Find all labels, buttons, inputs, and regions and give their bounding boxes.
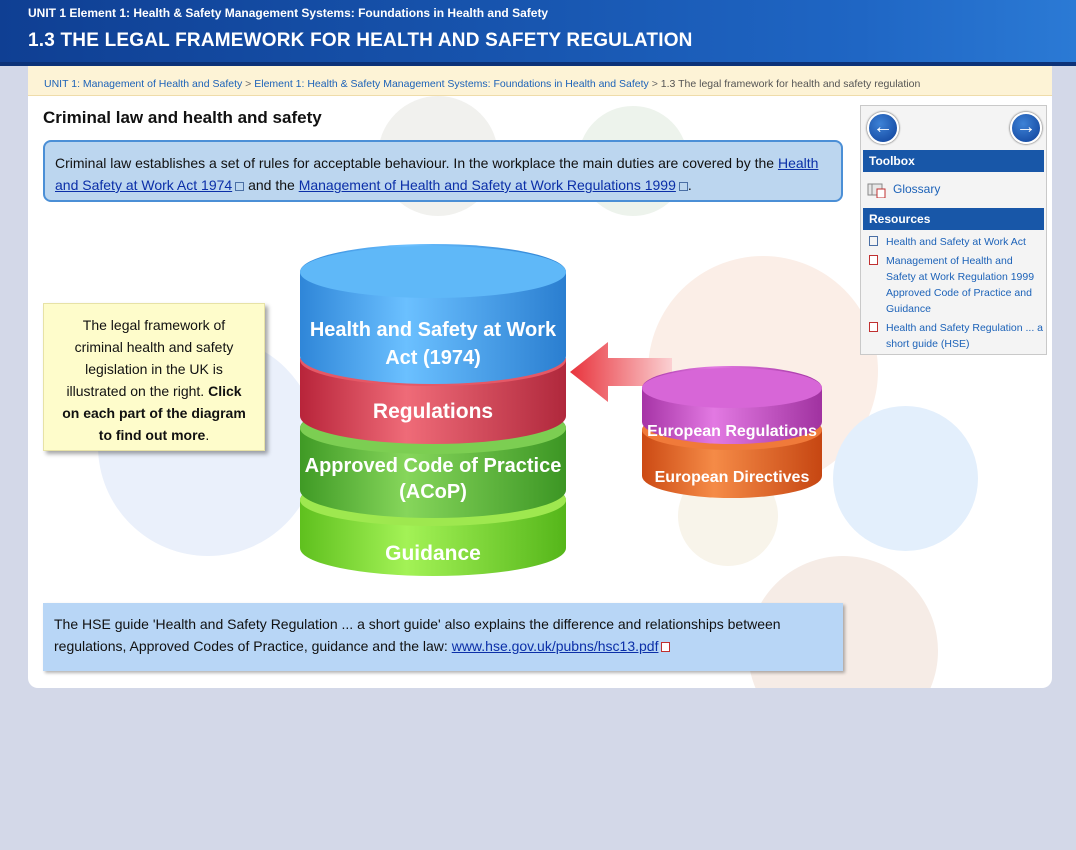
next-page-button[interactable]: [1010, 112, 1042, 144]
hswa-label-line2: Act (1974): [385, 347, 481, 369]
note-text: The legal framework of criminal health and safety legislation in the UK is illustrated on the right.: [66, 317, 234, 399]
external-link-icon: [235, 182, 244, 191]
resource-label: Management of Health and Safety at Work Regulation 1999 Approved Code of Practice and Guidance: [886, 255, 1035, 315]
regulations-label: Regulations: [372, 400, 494, 423]
previous-page-button[interactable]: [867, 112, 899, 144]
external-link-icon: [869, 236, 878, 246]
toolbox-heading: Toolbox: [863, 150, 1044, 172]
resource-hswa-link[interactable]: [867, 234, 1045, 250]
resources-list: [867, 234, 1045, 355]
page-header: [0, 0, 1076, 66]
hse-guide-text: The HSE guide 'Health and Safety Regulation ... a short guide' also explains the difference and relationships between regulations, Approved Codes of Practice, guidance and the law:: [54, 616, 781, 654]
hswa-layer[interactable]: [300, 244, 566, 384]
intro-text: Criminal law establishes a set of rules for acceptable behaviour. In the workplace the main duties are covered by the: [55, 155, 775, 171]
breadcrumb-current: 1.3 The legal framework for health and safety regulation: [660, 78, 921, 90]
hswa-label-line1: Health and Safety at Work: [309, 319, 557, 341]
hse-guide-link[interactable]: www.hse.gov.uk/pubns/hsc13.pdf: [451, 638, 659, 654]
sidebar-panel: [860, 105, 1047, 355]
glossary-link[interactable]: [867, 180, 940, 198]
resources-heading: Resources: [863, 208, 1044, 230]
breadcrumb: [28, 66, 1052, 96]
resource-mhswr-acop-link[interactable]: [867, 253, 1045, 317]
note-tail: .: [205, 427, 210, 443]
legal-framework-diagram: [290, 232, 830, 584]
instruction-note: [43, 303, 265, 451]
unit-subtitle: UNIT 1 Element 1: Health & Safety Management Systems: Foundations in Health and Safety: [28, 6, 549, 20]
intro-text-middle: and the: [248, 177, 295, 193]
acop-label-line1: Approved Code of Practice: [304, 455, 562, 477]
resource-hse-guide-link[interactable]: [867, 320, 1045, 352]
glossary-label: Glossary: [893, 182, 941, 196]
pdf-icon: [869, 322, 878, 332]
guidance-label: Guidance: [385, 542, 481, 565]
arrow-left-icon: ←: [873, 116, 893, 138]
arrow-right-icon: →: [1016, 116, 1036, 138]
page-title: Criminal law and health and safety: [43, 108, 322, 127]
glossary-book-icon: [867, 182, 887, 198]
breadcrumb-separator: >: [245, 78, 252, 90]
note-bold-text: Click on each part of the diagram to find out more: [62, 383, 246, 443]
resource-label: Health and Safety Regulation ... a short guide (HSE): [886, 322, 1044, 350]
mhswr-1999-link[interactable]: Management of Health and Safety at Work Regulations 1999: [298, 177, 676, 193]
page-header-title: 1.3 THE LEGAL FRAMEWORK FOR HEALTH AND SAFETY REGULATION: [28, 30, 693, 51]
breadcrumb-unit-link[interactable]: UNIT 1: Management of Health and Safety: [44, 78, 243, 90]
breadcrumb-separator: >: [651, 78, 658, 90]
european-regulations-layer[interactable]: [642, 366, 822, 444]
resource-label: Health and Safety at Work Act: [886, 236, 1026, 248]
page-navigation: [861, 106, 1046, 148]
hswa-1974-link[interactable]: Health and Safety at Work Act 1974: [55, 155, 819, 193]
acop-label-line2: (ACoP): [399, 481, 467, 503]
intro-box: [43, 140, 843, 202]
decor-circle: [833, 406, 978, 551]
hse-guide-note: [43, 603, 843, 671]
eu-directives-label: European Directives: [654, 469, 810, 486]
intro-text-end: .: [687, 177, 692, 193]
content-card: [28, 66, 1052, 688]
breadcrumb-element-link[interactable]: Element 1: Health & Safety Management Systems: Foundations in Health and Safety: [254, 78, 649, 90]
external-link-icon: [679, 182, 688, 191]
pdf-icon: [661, 642, 670, 652]
pdf-icon: [869, 255, 878, 265]
eu-regulations-label: European Regulations: [647, 423, 817, 440]
